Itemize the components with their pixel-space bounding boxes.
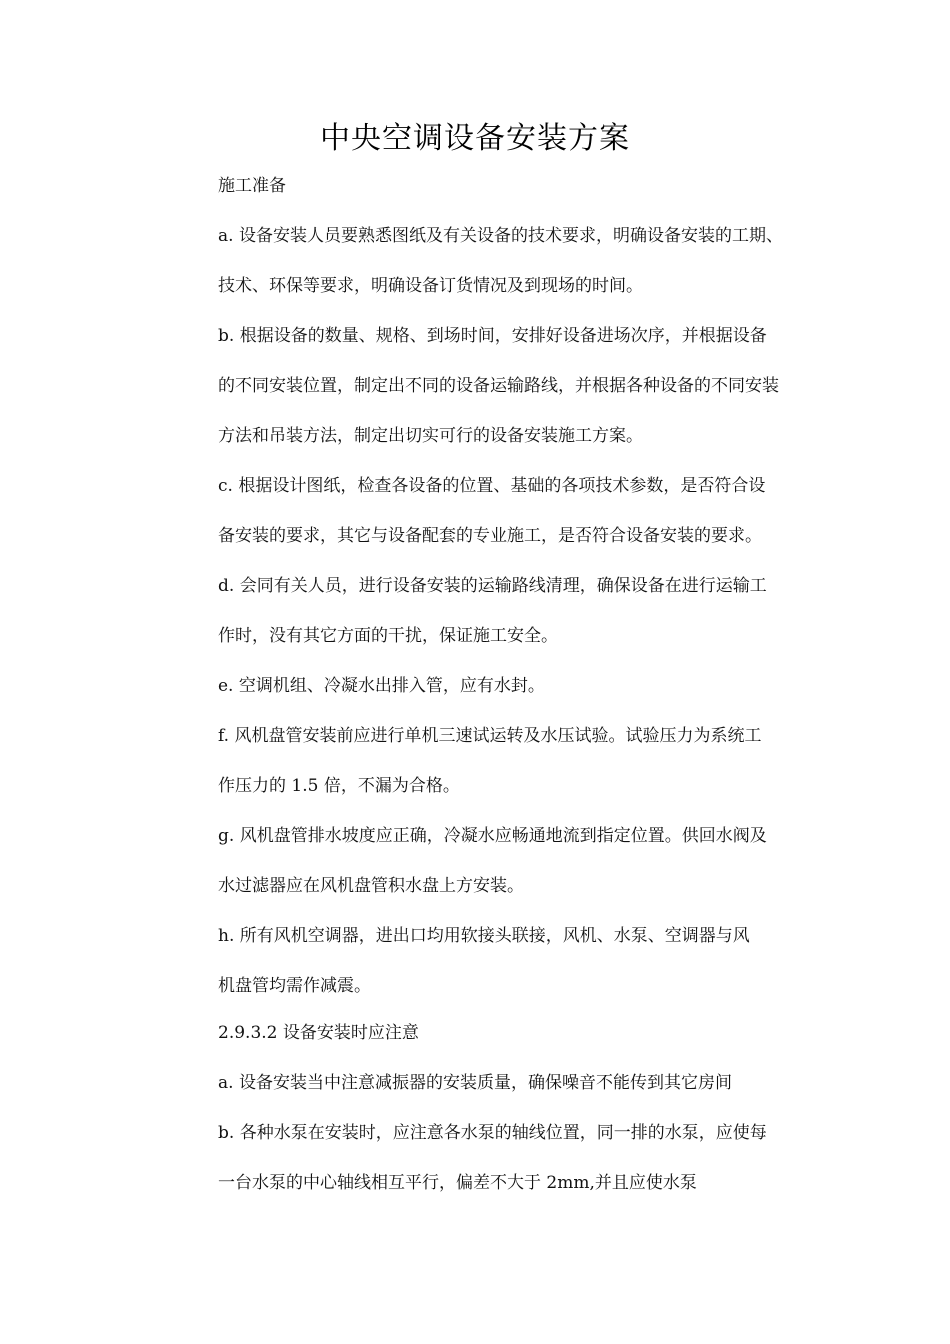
document-title: 中央空调设备安装方案 [320, 121, 630, 156]
paragraph-line: g. 风机盘管排水坡度应正确，冷凝水应畅通地流到指定位置。供回水阀及 [218, 826, 767, 846]
paragraph-line: 技术、环保等要求，明确设备订货情况及到现场的时间。 [218, 276, 643, 296]
section-heading-install-notes: 2.9.3.2 设备安装时应注意 [218, 1023, 419, 1043]
paragraph-line: d. 会同有关人员，进行设备安装的运输路线清理，确保设备在进行运输工 [218, 576, 767, 596]
paragraph-line: f. 风机盘管安装前应进行单机三速试运转及水压试验。试验压力为系统工 [218, 726, 762, 746]
paragraph-line: h. 所有风机空调器，进出口均用软接头联接，风机、水泵、空调器与风 [218, 926, 750, 946]
paragraph-line: 水过滤器应在风机盘管积水盘上方安装。 [218, 876, 524, 896]
section-heading-preparation: 施工准备 [218, 176, 286, 196]
paragraph-line: 方法和吊装方法，制定出切实可行的设备安装施工方案。 [218, 426, 643, 446]
paragraph-line: 一台水泵的中心轴线相互平行，偏差不大于 2mm,并且应使水泵 [218, 1173, 697, 1193]
paragraph-line: e. 空调机组、冷凝水出排入管，应有水封。 [218, 676, 545, 696]
paragraph-line: b. 各种水泵在安装时，应注意各水泵的轴线位置，同一排的水泵，应使每 [218, 1123, 767, 1143]
paragraph-line: a. 设备安装人员要熟悉图纸及有关设备的技术要求，明确设备安装的工期、 [218, 226, 783, 246]
paragraph-line: c. 根据设计图纸，检查各设备的位置、基础的各项技术参数，是否符合设 [218, 476, 766, 496]
paragraph-line: 机盘管均需作减震。 [218, 976, 371, 996]
paragraph-line: 的不同安装位置，制定出不同的设备运输路线，并根据各种设备的不同安装 [218, 376, 779, 396]
paragraph-line: 作时，没有其它方面的干扰，保证施工安全。 [218, 626, 558, 646]
paragraph-line: b. 根据设备的数量、规格、到场时间，安排好设备进场次序，并根据设备 [218, 326, 767, 346]
paragraph-line: 备安装的要求，其它与设备配套的专业施工，是否符合设备安装的要求。 [218, 526, 762, 546]
paragraph-line: 作压力的 1.5 倍，不漏为合格。 [218, 776, 460, 796]
paragraph-line: a. 设备安装当中注意减振器的安装质量，确保噪音不能传到其它房间 [218, 1073, 732, 1093]
